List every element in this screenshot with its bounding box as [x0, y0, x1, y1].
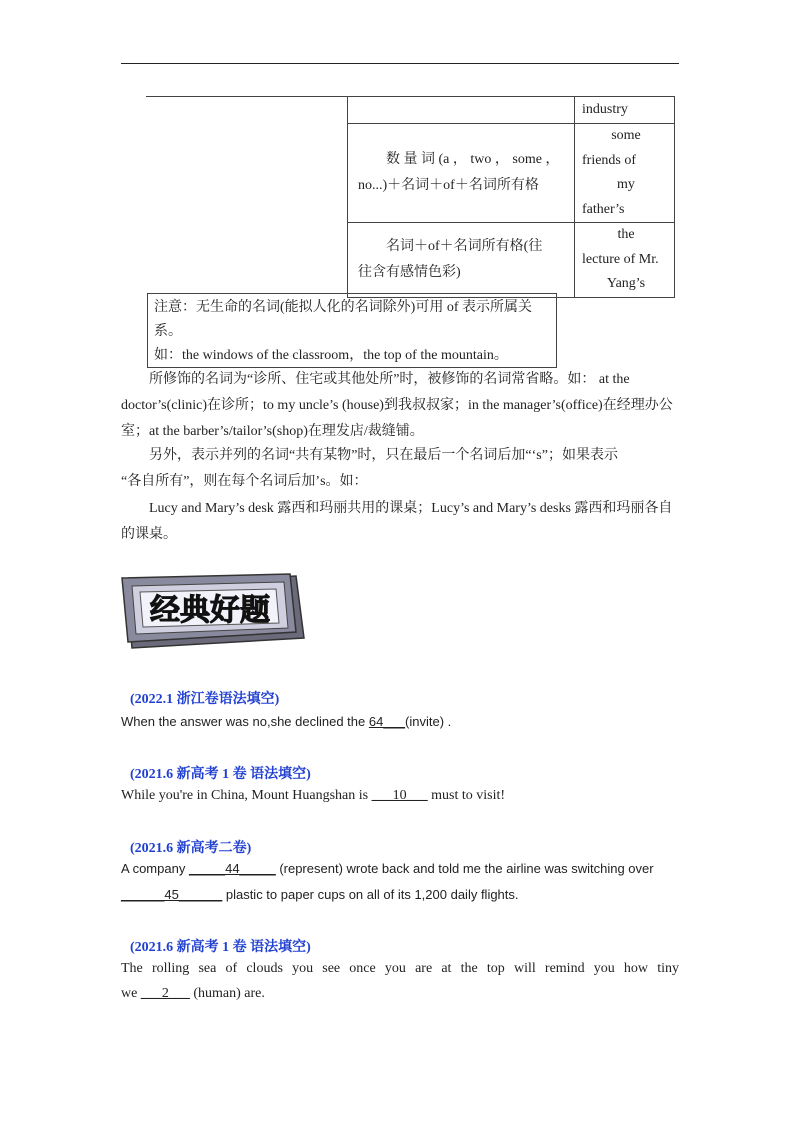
- banner-title: 经典好题: [150, 593, 270, 628]
- para-line: 室；at the barber’s/tailor’s(shop)在理发店/裁缝铺。: [121, 424, 424, 439]
- table-cell: [575, 223, 675, 298]
- question-source: (2021.6 新高考 1 卷 语法填空): [130, 767, 311, 782]
- answer-blank: ___10___: [371, 788, 428, 803]
- question-text-part: When the answer was no,she declined the: [121, 714, 369, 729]
- banner-graphic: [118, 572, 308, 652]
- para-line: “各自所有”，则在每个名词后加’s。如：: [121, 474, 368, 489]
- cell-text: 往含有感情色彩): [358, 264, 461, 280]
- para-line: doctor’s(clinic)在诊所；to my uncle’s (house)到我叔叔家；in the manager’s(office)在经理办公: [121, 398, 673, 413]
- cell-text: my: [617, 177, 635, 192]
- question-text-part: plastic to paper cups on all of its 1,200 daily flights.: [222, 887, 519, 902]
- table-top-rule: [146, 96, 348, 97]
- possessive-table: [347, 96, 675, 298]
- question-text-part: we: [121, 986, 141, 1001]
- question-text: [121, 887, 519, 902]
- question-text-part: (invite) .: [405, 714, 452, 729]
- header-rule: [121, 63, 679, 64]
- cell-text: 名词＋of＋名词所有格(往: [386, 238, 543, 254]
- question-text: [121, 714, 451, 729]
- cell-text: industry: [582, 101, 628, 117]
- cell-text: friends of: [582, 152, 637, 168]
- question-text: The rolling sea of clouds you see once you are at the top will remind you how tiny: [121, 961, 679, 976]
- answer-blank: ______45______: [121, 887, 223, 902]
- answer-blank: ___2___: [140, 986, 190, 1001]
- answer-blank: 64___: [368, 714, 406, 729]
- table-cell: [348, 97, 575, 124]
- cell-text: the: [617, 227, 635, 242]
- question-source: (2021.6 新高考 1 卷 语法填空): [130, 940, 311, 955]
- table-row: [348, 124, 675, 223]
- table-cell: [348, 124, 575, 223]
- note-line: 注意：无生命的名词(能拟人化的名词除外)可用 of 表示所属关: [154, 300, 532, 315]
- table-row: [348, 97, 675, 124]
- paragraph-joint: [121, 443, 679, 495]
- paragraph-omission: [121, 367, 679, 445]
- note-line: 系。: [154, 324, 182, 339]
- note-box: [147, 293, 557, 368]
- cell-text: father’s: [582, 201, 625, 217]
- note-line: 如：the windows of the classroom，the top of the mountain。: [154, 348, 508, 363]
- para-line: 另外，表示并列的名词“共有某物”时，只在最后一个名词后加“‘s”；如果表示: [149, 448, 618, 463]
- cell-text: some: [611, 128, 641, 143]
- question-text: [121, 861, 654, 876]
- question-text-part: (human) are.: [189, 986, 265, 1001]
- para-line: 的课桌。: [121, 527, 177, 542]
- table-row: [348, 223, 675, 298]
- paragraph-example: [121, 496, 679, 548]
- question-text: [121, 986, 265, 1002]
- question-source: (2022.1 浙江卷语法填空): [130, 692, 280, 707]
- table-cell: [575, 124, 675, 223]
- question-text-part: must to visit!: [427, 788, 506, 803]
- cell-text: no...)＋名词＋of＋名词所有格: [358, 178, 539, 193]
- section-banner: [118, 572, 308, 652]
- table-cell: [348, 223, 575, 298]
- cell-text: lecture of Mr.: [582, 251, 659, 267]
- table-cell: [575, 97, 675, 124]
- question-text-part: A company: [121, 861, 189, 876]
- cell-text: 数 量 词 (a ， two ， some ，: [386, 152, 560, 167]
- question-text-part: (represent) wrote back and told me the airline was switching over: [275, 861, 654, 876]
- answer-blank: _____44_____: [188, 861, 276, 876]
- cell-text: Yang’s: [606, 276, 646, 291]
- para-line: 所修饰的名词为“诊所、住宅或其他处所”时，被修饰的名词常省略。如： at the: [149, 372, 630, 387]
- question-source: (2021.6 新高考二卷): [130, 841, 252, 856]
- question-text-part: While you're in China, Mount Huangshan is: [121, 788, 372, 803]
- para-line: Lucy and Mary’s desk 露西和玛丽共用的课桌；Lucy’s and Mary’s desks 露西和玛丽各自: [149, 501, 673, 516]
- question-text: [121, 788, 505, 804]
